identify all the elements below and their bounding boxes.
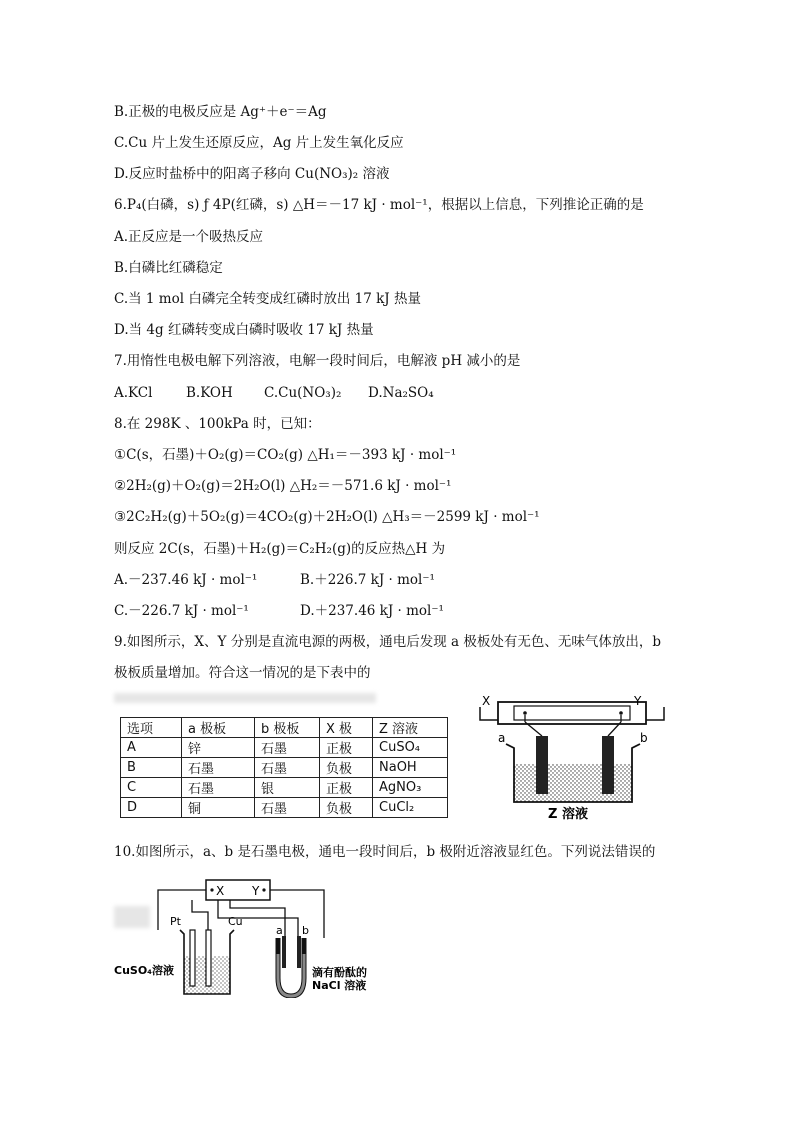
table-cell: 石墨 [255,798,320,818]
table-cell: A [121,738,182,758]
pt-label: Pt [170,915,181,928]
cuso4-solution-label: CuSO₄溶液 [114,964,174,977]
q7-option-a: A.KCl [114,385,153,401]
q7-option-b: B.KOH [186,385,233,401]
nacl-solution-label-2: NaCl 溶液 [312,979,367,992]
z-solution [514,764,632,802]
table-cell: 石墨 [182,778,255,798]
q8-option-d: D.＋237.46 kJ · mol⁻¹ [300,603,444,619]
table-cell: 石墨 [182,758,255,778]
z-solution-label: Z 溶液 [548,807,588,822]
table-cell: 负极 [320,758,373,778]
electrode-a [536,736,548,794]
table-cell: 石墨 [255,738,320,758]
q6-option-b: B.白磷比红磷稳定 [114,260,223,276]
table-cell: 正极 [320,738,373,758]
pt-electrode [190,930,195,986]
q5-option-d: D.反应时盐桥中的阳离子移向 Cu(NO₃)₂ 溶液 [114,166,390,182]
electrode-b [297,936,301,968]
table-cell: 铜 [182,798,255,818]
table-header: b 极板 [255,718,320,738]
table-cell: 负极 [320,798,373,818]
x-pole-label: X [216,884,225,898]
x-pole-label: X [482,694,491,708]
q10-electrolysis-figure [112,878,412,998]
q9-stem-2: 极板质量增加。符合这一情况的是下表中的 [114,665,371,681]
q6-option-d: D.当 4g 红磷转变成白磷时吸收 17 kJ 热量 [114,322,374,338]
q8-equation-3: ③2C₂H₂(g)＋5O₂(g)＝4CO₂(g)＋2H₂O(l) △H₃＝－2599 kJ · mol⁻¹ [114,509,540,525]
table-cell: 银 [255,778,320,798]
electrode-b-label: b [302,924,309,937]
q8-stem: 8.在 298K 、100kPa 时，已知： [114,416,321,432]
table-cell: CuSO₄ [373,738,448,758]
q8-equation-1: ①C(s，石墨)＋O₂(g)＝CO₂(g) △H₁＝－393 kJ · mol⁻¹ [114,447,457,463]
table-cell: 正极 [320,778,373,798]
electrode-a-label: a [276,924,283,937]
watermark-smudge [114,693,376,703]
table-cell: D [121,798,182,818]
q5-option-b: B.正极的电极反应是 Ag⁺＋e⁻＝Ag [114,104,327,120]
table-cell: AgNO₃ [373,778,448,798]
q9-stem-1: 9.如图所示，X、Y 分别是直流电源的两极，通电后发现 a 极板处有无色、无味气体放出，b [114,634,661,650]
q8-equation-2: ②2H₂(g)＋O₂(g)＝2H₂O(l) △H₂＝－571.6 kJ · mol⁻¹ [114,478,452,494]
q6-option-c: C.当 1 mol 白磷完全转变成红磷时放出 17 kJ 热量 [114,291,421,307]
nacl-solution-label-1: 滴有酚酞的 [312,966,367,979]
q8-option-b: B.＋226.7 kJ · mol⁻¹ [300,572,435,588]
table-cell: 锌 [182,738,255,758]
table-cell: 石墨 [255,758,320,778]
table-row [121,778,448,798]
table-cell: C [121,778,182,798]
table-row [121,738,448,758]
table-row [121,758,448,778]
electrode-a-label: a [498,731,506,745]
table-cell: CuCl₂ [373,798,448,818]
table-header-row [121,718,448,738]
electrode-b-label: b [640,731,648,745]
table-header: a 极板 [182,718,255,738]
q8-question: 则反应 2C(s，石墨)＋H₂(g)＝C₂H₂(g)的反应热△H 为 [114,541,446,557]
table-header: 选项 [121,718,182,738]
q8-option-a: A.－237.46 kJ · mol⁻¹ [114,572,258,588]
q5-option-c: C.Cu 片上发生还原反应，Ag 片上发生氧化反应 [114,135,404,151]
q7-option-d: D.Na₂SO₄ [368,385,434,401]
electrode-b [602,736,614,794]
q7-option-c: C.Cu(NO₃)₂ [264,385,342,401]
q10-stem: 10.如图所示，a、b 是石墨电极，通电一段时间后，b 极附近溶液显红色。下列说法错误的 [114,844,656,860]
q8-option-c: C.－226.7 kJ · mol⁻¹ [114,603,249,619]
table-row [121,798,448,818]
electrode-a [282,936,286,968]
q9-electrolysis-figure [472,692,672,822]
table-cell: B [121,758,182,778]
table-cell: NaOH [373,758,448,778]
q7-stem: 7.用惰性电极电解下列溶液，电解一段时间后，电解液 pH 减小的是 [114,353,521,369]
cu-label: Cu [228,915,243,928]
table-header: X 极 [320,718,373,738]
y-pole-label: Y [634,694,642,708]
q6-stem: 6.P₄(白磷，s) ƒ 4P(红磷，s) △H＝－17 kJ · mol⁻¹，根据以上信息，下列推论正确的是 [114,197,644,213]
cu-electrode [206,930,211,986]
q9-options-table [120,717,448,818]
q6-option-a: A.正反应是一个吸热反应 [114,229,264,245]
y-pole-label: Y [252,884,260,898]
table-header: Z 溶液 [373,718,448,738]
